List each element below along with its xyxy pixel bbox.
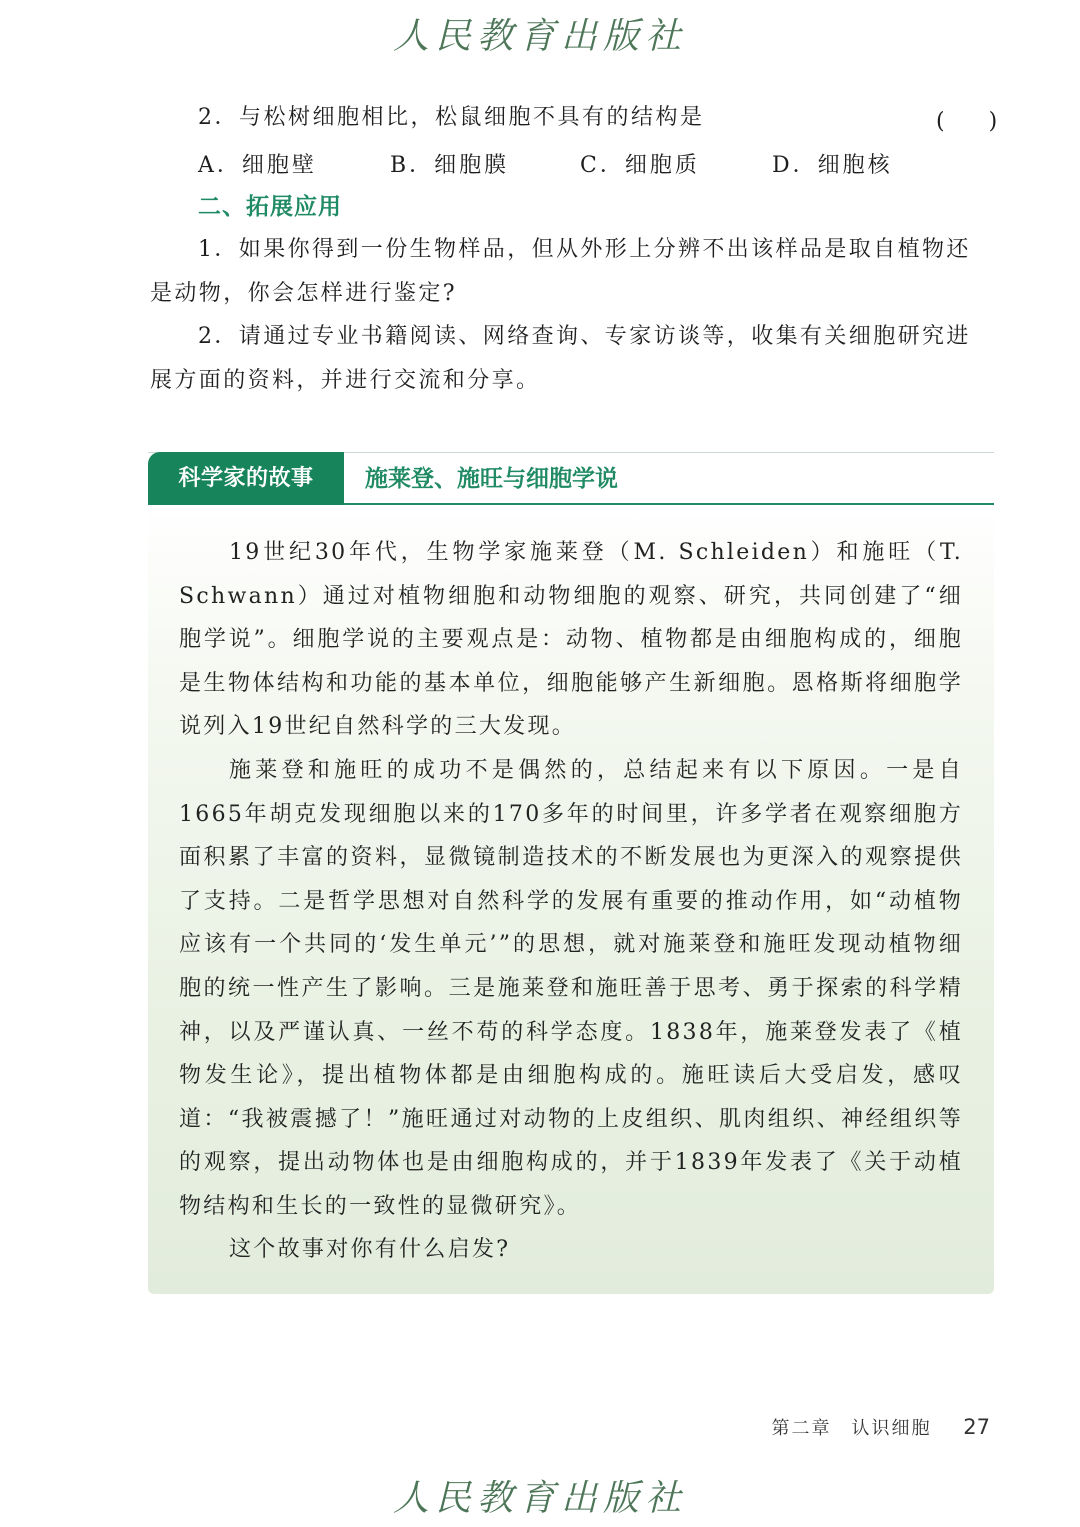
answer-parentheses: ( ) xyxy=(936,109,998,134)
extension-question-2: 2．请通过专业书籍阅读、网络查询、专家访谈等，收集有关细胞研究进展方面的资料，并进行交流和分享。 xyxy=(150,324,971,393)
page-number: 27 xyxy=(963,1415,990,1439)
extension-question-1: 1．如果你得到一份生物样品，但从外形上分辨不出该样品是取自植物还是动物，你会怎样进行鉴定? xyxy=(150,237,971,306)
option-d: D．细胞核 xyxy=(772,153,893,178)
story-paragraph-1: 19世纪30年代，生物学家施莱登（M. Schleiden）和施旺（T. Schwann）通过对植物细胞和动物细胞的观察、研究，共同创建了“细胞学说”。细胞学说的主要观点是：动物、植物都是由细胞构成的，细胞是生物体结构和功能的基本单位，细胞能够产生新细胞。恩格斯将细胞学说列入19世纪自然科学的三大发现。 xyxy=(179,540,963,740)
story-title: 施莱登、施旺与细胞学说 xyxy=(365,466,618,492)
section-title-extension: 二、拓展应用 xyxy=(198,194,342,220)
publisher-watermark-top: 人民教育出版社 xyxy=(392,16,687,57)
publisher-watermark-bottom: 人民教育出版社 xyxy=(392,1478,687,1519)
exercise-question-2: 2．与松树细胞相比，松鼠细胞不具有的结构是 xyxy=(198,105,705,130)
option-c: C．细胞质 xyxy=(580,153,700,178)
page-footer xyxy=(772,1414,990,1440)
chapter-label: 第二章 认识细胞 xyxy=(771,1418,932,1439)
story-tab-label: 科学家的故事 xyxy=(148,452,344,505)
story-paragraph-3: 这个故事对你有什么启发? xyxy=(229,1237,511,1262)
option-a: A．细胞壁 xyxy=(198,153,317,178)
option-b: B．细胞膜 xyxy=(390,153,510,178)
story-paragraph-2: 施莱登和施旺的成功不是偶然的，总结起来有以下原因。一是自1665年胡克发现细胞以来的170多年的时间里，许多学者在观察细胞方面积累了丰富的资料，显微镜制造技术的不断发展也为更深入的观察提供了支持。二是哲学思想对自然科学的发展有重要的推动作用，如“动植物应该有一个共同的‘发生单元’”的思想，就对施莱登和施旺发现动植物细胞的统一性产生了影响。三是施莱登和施旺善于思考、勇于探索的科学精神，以及严谨认真、一丝不苟的科学态度。1838年，施莱登发表了《植物发生论》，提出植物体都是由细胞构成的。施旺读后大受启发，感叹道：“我被震撼了！”施旺通过对动物的上皮组织、肌肉组织、神经组织等的观察，提出动物体也是由细胞构成的，并于1839年发表了《关于动植物结构和生长的一致性的显微研究》。 xyxy=(179,758,963,1219)
